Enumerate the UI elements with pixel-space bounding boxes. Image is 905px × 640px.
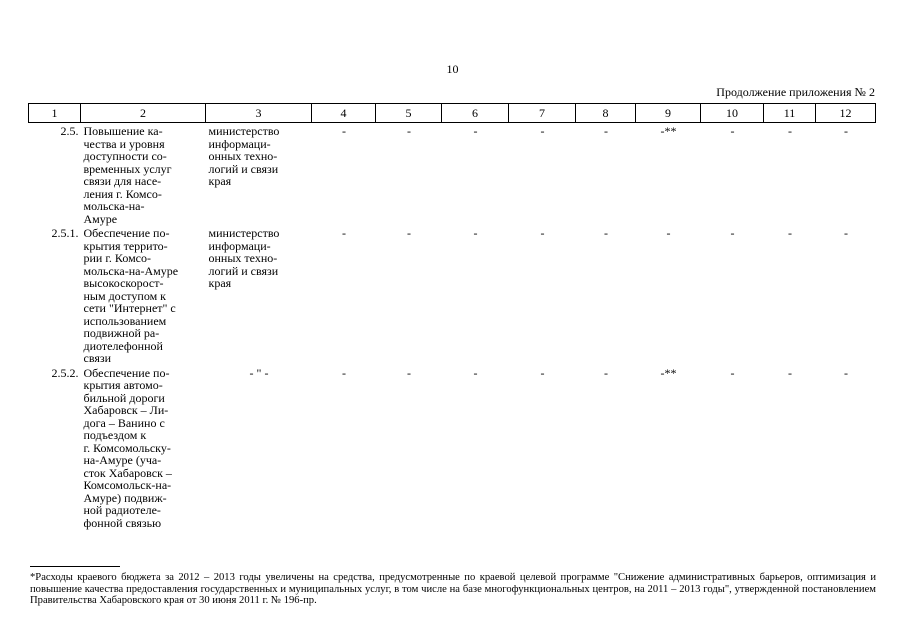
executor: министерство информаци- онных техно- логий и связи края bbox=[208, 124, 280, 188]
value-cell: - bbox=[540, 226, 545, 240]
value-cell: - bbox=[407, 124, 411, 138]
value-cell: - bbox=[604, 365, 608, 380]
continuation-label: Продолжение приложения № 2 bbox=[716, 85, 875, 99]
header-cell: 10 bbox=[701, 104, 764, 123]
value-cell: - bbox=[342, 226, 346, 240]
value-cell: - bbox=[473, 365, 478, 380]
measure-name: Повышение ка- чества и уровня доступности со- временных услуг связи для насе- ления г. Комсо- мольска-на- Амуре bbox=[83, 124, 172, 226]
header-cell: 6 bbox=[442, 104, 509, 123]
header-cell: 3 bbox=[206, 104, 312, 123]
value-cell: - bbox=[666, 226, 671, 240]
header-cell: 2 bbox=[81, 104, 206, 123]
executor: министерство информаци- онных техно- логий и связи края bbox=[208, 226, 280, 290]
value-cell: - bbox=[788, 365, 792, 380]
header-cell: 8 bbox=[576, 104, 636, 123]
table-row bbox=[29, 225, 876, 365]
value-cell: - bbox=[407, 226, 411, 240]
value-cell: - bbox=[407, 365, 411, 380]
header-cell: 5 bbox=[376, 104, 442, 123]
value-cell: - bbox=[844, 226, 848, 240]
row-number: 2.5.2. bbox=[51, 365, 79, 380]
measure-name: Обеспечение по- крытия автомо- бильной дороги Хабаровск – Ли- дога – Ванино с подъездом к г. Комсомольску- на-Амуре (уча- сток Хабаровск – Комсомольск-на- Амуре) подвиж- ной радиотеле- фонной связью bbox=[83, 365, 172, 530]
value-cell: - bbox=[730, 124, 735, 138]
header-cell: 9 bbox=[636, 104, 701, 123]
value-cell: - bbox=[788, 124, 792, 138]
row-number: 2.5. bbox=[60, 124, 79, 138]
executor: - " - bbox=[249, 365, 269, 380]
value-cell: -** bbox=[660, 365, 677, 380]
value-cell: - bbox=[473, 226, 478, 240]
header-cell: 1 bbox=[29, 104, 81, 123]
header-cell: 7 bbox=[509, 104, 576, 123]
table-row bbox=[29, 123, 876, 226]
value-cell: -** bbox=[660, 124, 677, 138]
measure-name: Обеспечение по- крытия террито- рии г. Комсо- мольска-на-Амуре высокоскорост- ным доступом к сети "Интернет" с использованием подвижной ра- диотелефонной связи bbox=[83, 226, 179, 365]
appendix-table bbox=[28, 103, 876, 529]
value-cell: - bbox=[342, 124, 346, 138]
value-cell: - bbox=[844, 365, 848, 380]
footnote: *Расходы краевого бюджета за 2012 – 2013 годы увеличены на средства, предусмотренные по краевой целевой программе "Снижение административных барьеров, оптимизация и повышение качества предоставления государственных и муниципальных услуг, в том числе на базе многофункциональных центров, на 2011 – 2013 годы", утвержденной постановлением Правительства Хабаровского края от 30 июня 2011 г. № 196-пр. bbox=[30, 572, 876, 606]
value-cell: - bbox=[540, 365, 545, 380]
value-cell: - bbox=[540, 124, 545, 138]
table-row bbox=[29, 365, 876, 530]
header-cell: 4 bbox=[312, 104, 376, 123]
header-row bbox=[29, 104, 876, 123]
value-cell: - bbox=[604, 226, 608, 240]
value-cell: - bbox=[473, 124, 478, 138]
header-cell: 12 bbox=[816, 104, 876, 123]
value-cell: - bbox=[604, 124, 608, 138]
footnote-divider bbox=[30, 566, 120, 567]
value-cell: - bbox=[730, 226, 735, 240]
header-cell: 11 bbox=[764, 104, 816, 123]
value-cell: - bbox=[342, 365, 346, 380]
value-cell: - bbox=[844, 124, 848, 138]
row-number: 2.5.1. bbox=[51, 226, 79, 240]
value-cell: - bbox=[788, 226, 792, 240]
value-cell: - bbox=[730, 365, 735, 380]
page-number: 10 bbox=[446, 62, 459, 76]
